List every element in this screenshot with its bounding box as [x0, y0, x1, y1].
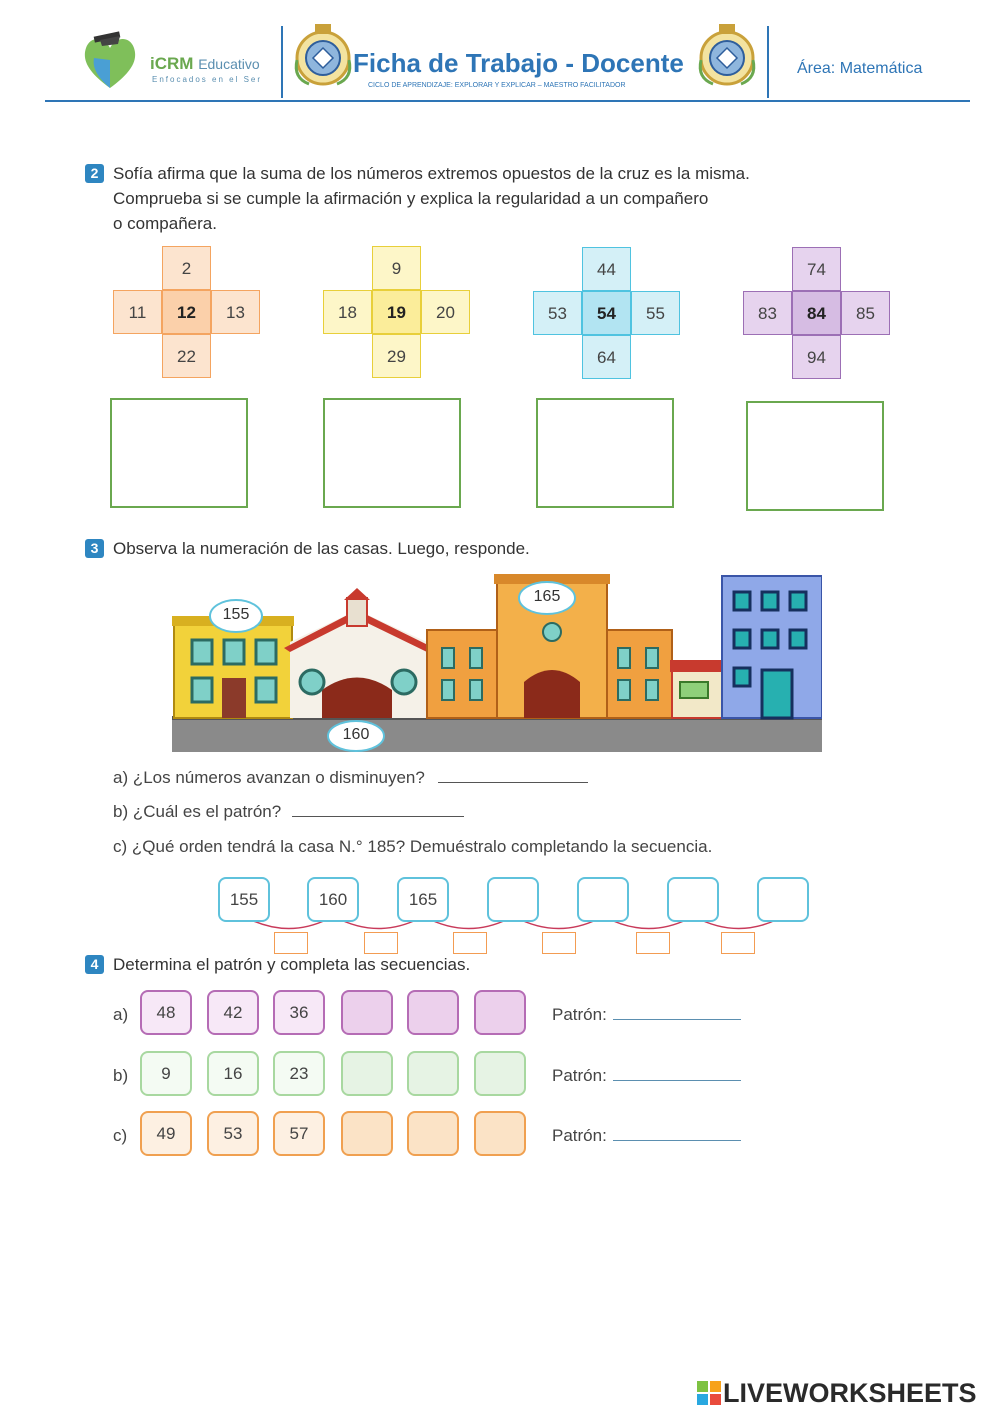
house-number-label: 155: [222, 606, 250, 623]
sequence-answer-box[interactable]: [407, 1111, 459, 1156]
sequence-answer-box[interactable]: [474, 1051, 526, 1096]
sequence-value: 9: [140, 1051, 192, 1096]
house-number-label: 160: [342, 726, 370, 743]
cross-cell-right: 85: [841, 291, 890, 335]
answer-box[interactable]: [746, 401, 884, 511]
sequence-answer-box[interactable]: [341, 1051, 393, 1096]
sequence-answer-box[interactable]: [667, 877, 719, 922]
sequence-value: 48: [140, 990, 192, 1035]
cross-cell-top: 74: [792, 247, 841, 291]
sequence-answer-box[interactable]: [487, 877, 539, 922]
street-illustration: [172, 570, 822, 752]
cross-cell-center: 12: [162, 290, 211, 334]
pattern-answer-line[interactable]: [613, 1140, 741, 1141]
pattern-field: Patrón:: [552, 1066, 741, 1086]
sequence-box: 165: [397, 877, 449, 922]
school-seal-icon: [287, 20, 359, 92]
pattern-field: Patrón:: [552, 1126, 741, 1146]
sequence-value: 57: [273, 1111, 325, 1156]
question-3a: a) ¿Los números avanzan o disminuyen?: [113, 768, 588, 788]
sequence-answer-box[interactable]: [757, 877, 809, 922]
number-cross: [323, 246, 470, 378]
sequence-answer-box[interactable]: [407, 990, 459, 1035]
subject-area: Área: Matemática: [797, 60, 923, 77]
question-3c: c) ¿Qué orden tendrá la casa N.° 185? Demuéstralo completando la secuencia.: [113, 837, 713, 856]
step-box[interactable]: [453, 932, 487, 954]
step-box[interactable]: [364, 932, 398, 954]
divider: [281, 26, 283, 98]
answer-line[interactable]: [292, 816, 464, 817]
question-number: 4: [85, 955, 104, 974]
page-subtitle: CICLO DE APRENDIZAJE: EXPLORAR Y EXPLICAR – MAESTRO FACILITADOR: [368, 82, 626, 89]
cross-cell-left: 53: [533, 291, 582, 335]
number-cross: [533, 247, 680, 379]
divider: [767, 26, 769, 98]
question-3b: b) ¿Cuál es el patrón?: [113, 802, 464, 822]
cross-cell-bottom: 64: [582, 335, 631, 379]
liveworksheets-badge-icon: [697, 1381, 721, 1405]
question-3-text: Observa la numeración de las casas. Luego, responde.: [113, 539, 530, 558]
cross-cell-top: 9: [372, 246, 421, 290]
sequence-value: 53: [207, 1111, 259, 1156]
school-logo: [80, 30, 280, 96]
question-2-text: Sofía afirma que la suma de los números extremos opuestos de la cruz es la misma. Comprueba si se cumple la afirmación y explica la regularidad a un compañero o compañera.: [113, 164, 750, 233]
row-label: a): [113, 1005, 129, 1024]
answer-box[interactable]: [110, 398, 248, 508]
sequence-answer-box[interactable]: [474, 1111, 526, 1156]
pattern-field: Patrón:: [552, 1005, 741, 1025]
page-header: [45, 18, 970, 102]
house-number-label: 165: [533, 588, 561, 605]
sequence-value: 36: [273, 990, 325, 1035]
pattern-answer-line[interactable]: [613, 1019, 741, 1020]
cross-cell-center: 19: [372, 290, 421, 334]
sequence-box: 155: [218, 877, 270, 922]
answer-box[interactable]: [323, 398, 461, 508]
cross-cell-left: 18: [323, 290, 372, 334]
liveworksheets-text: LIVEWORKSHEETS: [723, 1378, 977, 1408]
cross-cell-bottom: 94: [792, 335, 841, 379]
step-box[interactable]: [636, 932, 670, 954]
sequence-value: 42: [207, 990, 259, 1035]
sequence-answer-box[interactable]: [577, 877, 629, 922]
step-box[interactable]: [721, 932, 755, 954]
cross-cell-top: 44: [582, 247, 631, 291]
logo-heart-icon: [80, 30, 140, 92]
step-box[interactable]: [542, 932, 576, 954]
number-cross: [743, 247, 890, 379]
cross-cell-center: 54: [582, 291, 631, 335]
question-number: 3: [85, 539, 104, 558]
cross-cell-right: 55: [631, 291, 680, 335]
step-box[interactable]: [274, 932, 308, 954]
cross-cell-right: 20: [421, 290, 470, 334]
cross-cell-left: 83: [743, 291, 792, 335]
sequence-answer-box[interactable]: [341, 1111, 393, 1156]
logo-brand: iCRM: [150, 54, 194, 73]
sequence-answer-box[interactable]: [407, 1051, 459, 1096]
number-cross: [113, 246, 260, 378]
sequence-box: 160: [307, 877, 359, 922]
logo-word: Educativo: [198, 56, 260, 72]
cross-cell-right: 13: [211, 290, 260, 334]
cross-cell-bottom: 29: [372, 334, 421, 378]
school-seal-icon: [691, 20, 763, 92]
liveworksheets-logo: [697, 1378, 995, 1408]
cross-cell-bottom: 22: [162, 334, 211, 378]
sequence-value: 16: [207, 1051, 259, 1096]
cross-cell-center: 84: [792, 291, 841, 335]
sequence-value: 23: [273, 1051, 325, 1096]
logo-tagline: Enfocados en el Ser: [152, 75, 263, 84]
answer-box[interactable]: [536, 398, 674, 508]
cross-cell-top: 2: [162, 246, 211, 290]
sequence-answer-box[interactable]: [474, 990, 526, 1035]
cross-cell-left: 11: [113, 290, 162, 334]
question-number: 2: [85, 164, 104, 183]
sequence-answer-box[interactable]: [341, 990, 393, 1035]
page-title: Ficha de Trabajo - Docente: [353, 48, 684, 78]
sequence-value: 49: [140, 1111, 192, 1156]
question-4-text: Determina el patrón y completa las secuencias.: [113, 955, 471, 974]
pattern-answer-line[interactable]: [613, 1080, 741, 1081]
row-label: b): [113, 1066, 129, 1085]
houses-illustration: [172, 570, 822, 752]
answer-line[interactable]: [438, 782, 588, 783]
row-label: c): [113, 1126, 128, 1145]
